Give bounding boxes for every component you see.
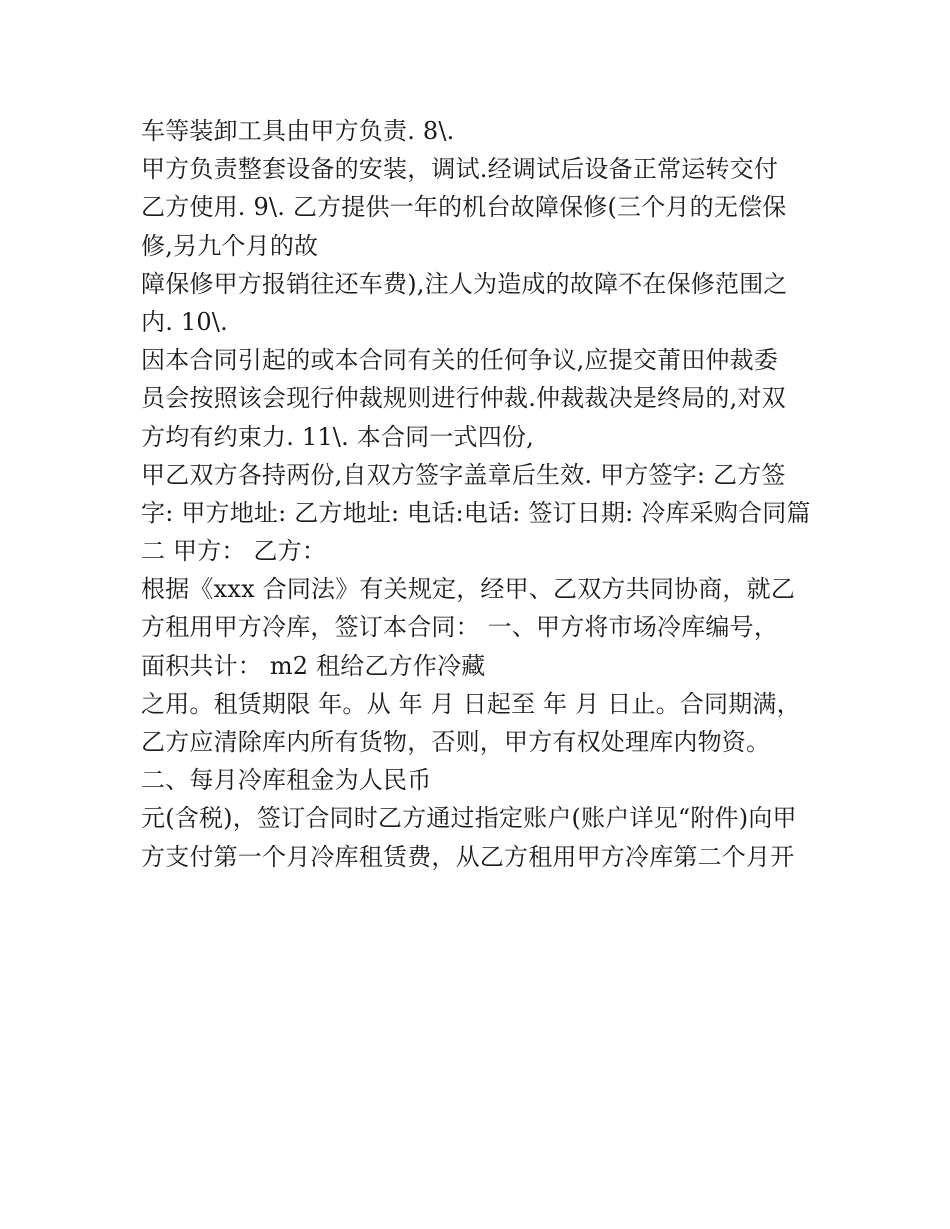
text-line: 因本合同引起的或本合同有关的任何争议,应提交莆田仲裁委	[141, 346, 779, 375]
text-line: 甲方负责整套设备的安装，调试.经调试后设备正常运转交付	[141, 155, 779, 184]
text-line: 面积共计： m2 租给乙方作冷藏	[141, 651, 486, 680]
text-line: 之用。租赁期限 年。从 年 月 日起至 年 月 日止。合同期满，	[141, 689, 801, 718]
text-line: 内. 10\.	[141, 307, 228, 336]
text-line: 方均有约束力. 11\. 本合同一式四份,	[141, 422, 534, 451]
text-line: 二 甲方： 乙方：	[141, 537, 327, 566]
text-line: 方租用甲方冷库，签订本合同： 一、甲方将市场冷库编号，	[141, 613, 779, 642]
text-line: 根据《xxx 合同法》有关规定，经甲、乙双方共同协商，就乙	[141, 575, 796, 604]
text-line: 车等装卸工具由甲方负责. 8\.	[141, 117, 455, 145]
text-line: 乙方使用. 9\. 乙方提供一年的机台故障保修(三个月的无偿保	[141, 193, 787, 222]
text-line: 二、每月冷库租金为人民币	[141, 766, 432, 795]
text-line: 乙方应清除库内所有货物，否则，甲方有权处理库内物资。	[141, 728, 771, 756]
text-line: 元(含税)，签订合同时乙方通过指定账户(账户详见“附件)向甲	[141, 804, 797, 833]
text-line: 字: 甲方地址: 乙方地址: 电话:电话: 签订日期: 冷库采购合同篇	[141, 498, 811, 527]
text-line: 方支付第一个月冷库租赁费，从乙方租用甲方冷库第二个月开	[141, 842, 795, 871]
text-line: 修,另九个月的故	[141, 231, 319, 260]
text-line: 甲乙双方各持两份,自双方签字盖章后生效. 甲方签字: 乙方签	[141, 460, 786, 489]
text-line: 员会按照该会现行仲裁规则进行仲裁.仲裁裁决是终局的,对双	[141, 384, 786, 413]
text-line: 障保修甲方报销往还车费),注人为造成的故障不在保修范围之	[141, 269, 788, 298]
contract-text	[141, 112, 821, 876]
